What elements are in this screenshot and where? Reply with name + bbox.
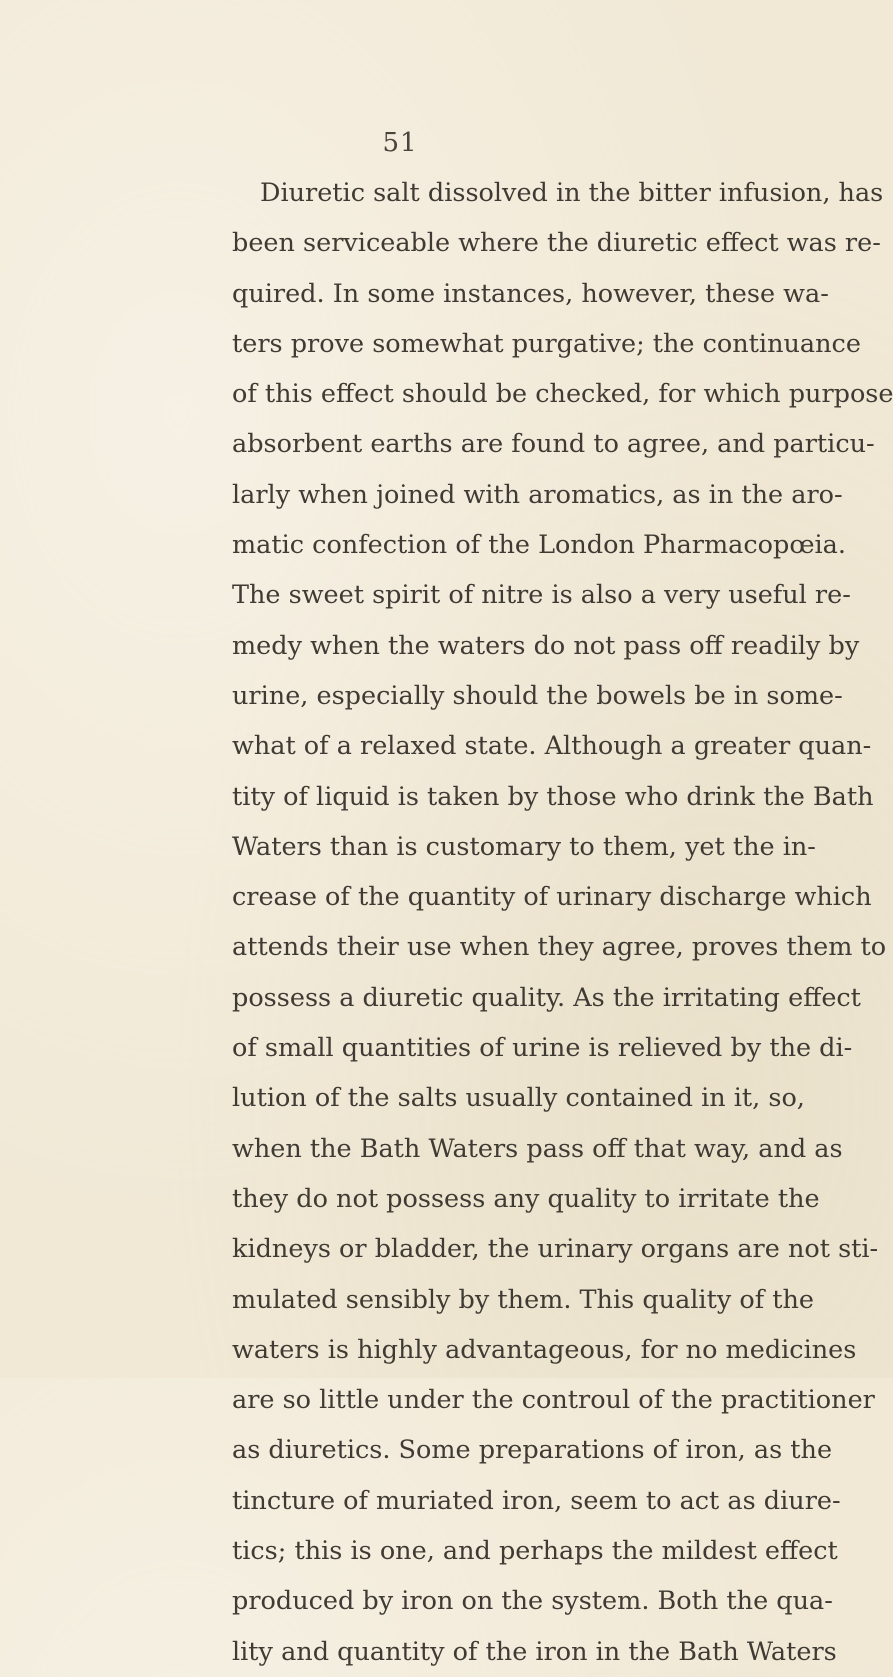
text-line: ters prove somewhat purgative; the continuance [232, 328, 861, 359]
text-line: matic confection of the London Pharmacopœia. [232, 530, 846, 561]
text-line: Waters than is customary to them, yet the in- [232, 831, 816, 862]
text-line: tity of liquid is taken by those who drink the Bath [232, 781, 874, 812]
text-line: what of a relaxed state. Although a greater quan- [232, 731, 872, 762]
text-line: mulated sensibly by them. This quality of the [232, 1284, 815, 1315]
text-line: they do not possess any quality to irritate the [232, 1183, 820, 1214]
text-line: The sweet spirit of nitre is also a very useful re- [232, 580, 851, 611]
text-line: medy when the waters do not pass off readily by [232, 630, 860, 661]
text-line: urine, especially should the bowels be in some- [232, 680, 843, 711]
text-line: attends their use when they agree, proves them to [232, 932, 887, 963]
text-line: when the Bath Waters pass off that way, and as [232, 1133, 843, 1164]
text-line: produced by iron on the system. Both the qua- [232, 1586, 833, 1617]
text-line: larly when joined with aromatics, as in the aro- [232, 479, 843, 510]
text-line: Diuretic salt dissolved in the bitter infusion, has [260, 178, 884, 208]
text-line: possess a diuretic quality. As the irritating effect [232, 982, 861, 1013]
text-line: lution of the salts usually contained in it, so, [232, 1083, 805, 1114]
body-text [232, 168, 893, 1677]
text-line: as diuretics. Some preparations of iron, as the [232, 1435, 833, 1466]
text-line: absorbent earths are found to agree, and particu- [232, 429, 875, 460]
text-line: kidneys or bladder, the urinary organs are not sti- [232, 1234, 879, 1265]
text-line: crease of the quantity of urinary discharge which [232, 882, 872, 913]
page-number: 51 [382, 128, 418, 158]
text-line: lity and quantity of the iron in the Bath Waters [232, 1636, 837, 1667]
text-line: of small quantities of urine is relieved by the di- [232, 1033, 853, 1064]
text-line: tics; this is one, and perhaps the mildest effect [232, 1536, 838, 1567]
text-line: tincture of muriated iron, seem to act as diure- [232, 1485, 841, 1516]
text-line: waters is highly advantageous, for no medicines [232, 1334, 857, 1365]
text-line: are so little under the controul of the practitioner [232, 1385, 875, 1416]
text-line: been serviceable where the diuretic effect was re- [232, 228, 881, 259]
text-line: of this effect should be checked, for which purpose [232, 379, 893, 410]
text-line: quired. In some instances, however, these wa- [232, 278, 829, 309]
